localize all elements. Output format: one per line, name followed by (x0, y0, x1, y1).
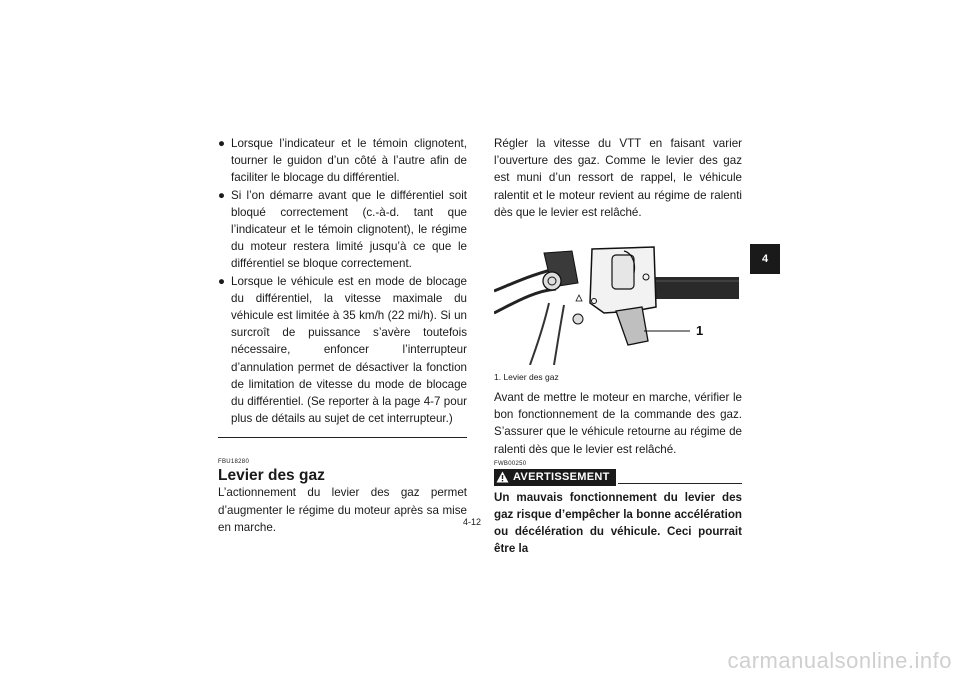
bullet-icon: ● (218, 274, 226, 288)
bullet-item (218, 187, 467, 273)
cable (554, 305, 564, 365)
section-body: L’actionnement du levier des gaz permet d’augmenter le régime du moteur après sa mise en marche. (218, 486, 467, 534)
housing-cover (612, 255, 634, 289)
warning-text: Un mauvais fonctionnement du levier des gaz risque d’empêcher la bonne accélération ou décélération du véhicule. Ceci pourrait être la (494, 490, 742, 556)
bullet-text: Si l’on démarre avant que le différentiel soit bloqué correctement (c.-à-d. tant que l’indicateur et le témoin clignotent), le régime du moteur restera limité jusqu’à ce que le différentiel se bloque correctement. (231, 188, 467, 271)
bullet-item (218, 135, 467, 187)
warning-header (494, 469, 742, 486)
warning-code: FWB00250 (494, 460, 527, 467)
chapter-tab: 4 (750, 244, 780, 274)
warning-badge (494, 469, 616, 486)
bullet-item (218, 273, 467, 428)
cable (530, 303, 549, 365)
bullet-icon: ● (218, 188, 226, 202)
screw-icon (573, 314, 583, 324)
section-code: FBU18280 (218, 459, 250, 466)
body-paragraph: Avant de mettre le moteur en marche, vérifier le bon fonctionnement de la commande des gaz. S’assurer que le véhicule retourne au régime de ralenti dès que le levier est relâché. (494, 391, 742, 456)
page-number: 4-12 (463, 517, 482, 527)
figure-callout-number: 1 (696, 323, 704, 339)
watermark-text: carmanualsonline.info (727, 648, 952, 673)
intro-paragraph: Régler la vitesse du VTT en faisant varier l’ouverture des gaz. Comme le levier des gaz est muni d’un ressort de rappel, le véhicule ralentit et le moteur revient au régime de ralenti dès que le levier est relâché. (494, 137, 742, 219)
triangle-mark-icon (576, 295, 582, 301)
throttle-lever-photo (494, 243, 739, 365)
figure-caption: 1. Levier des gaz (494, 372, 559, 383)
bullet-text: Lorsque l’indicateur et le témoin clignotent, tourner le guidon d’un côté à l’autre afin de faciliter le blocage du différentiel. (231, 137, 467, 185)
throttle-lever (616, 307, 648, 345)
bullet-text: Lorsque le véhicule est en mode de blocage du différentiel, la vitesse maximale du véhicule est limitée à 35 km/h (22 mi/h). Si un surcroît de puissance s’avère toutefois nécessaire, enfoncer l’interrupteur d’annulation permet de désactiver la fonction de limitation de vitesse du mode de blocage du différentiel. (Se reporter à la page 4-7 pour plus de détails au sujet de cet interrupteur.) (231, 274, 467, 426)
warning-triangle-icon (496, 471, 509, 483)
section-title: Levier des gaz (218, 467, 325, 485)
warning-rule (618, 483, 742, 484)
bullet-icon: ● (218, 137, 226, 150)
screw-icon (543, 272, 561, 290)
warning-label: AVERTISSEMENT (513, 470, 610, 483)
right-column (494, 135, 742, 558)
handlebar-grip (644, 277, 739, 299)
left-column (218, 135, 467, 536)
section-divider (218, 437, 467, 438)
